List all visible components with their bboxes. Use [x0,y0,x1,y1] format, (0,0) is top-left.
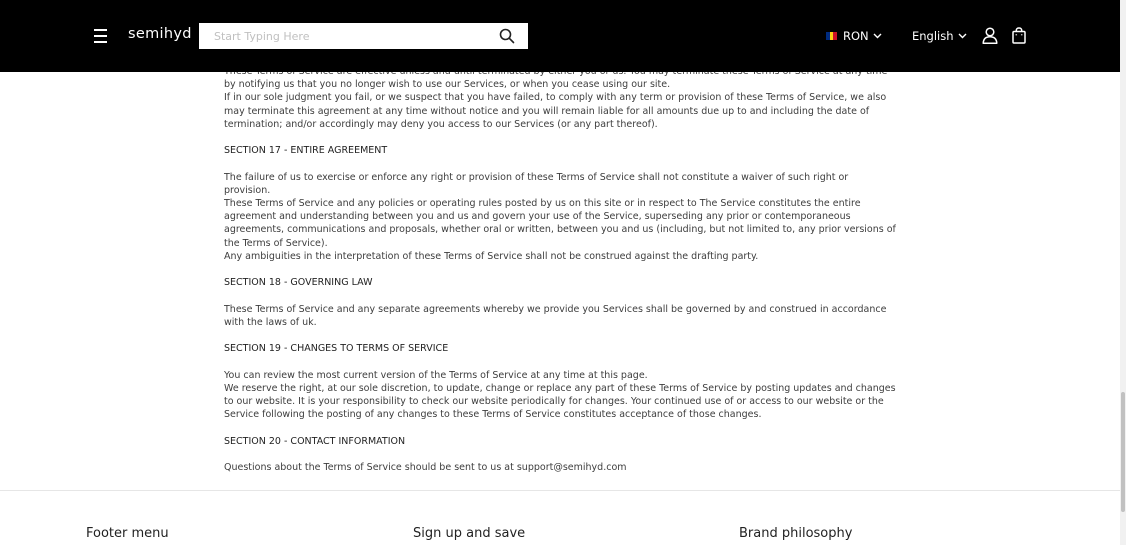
menu-icon[interactable] [94,29,107,43]
footer-divider [0,490,1120,491]
terms-content [224,65,896,487]
currency-label: RON [843,29,869,43]
scrollbar-thumb[interactable] [1121,392,1125,512]
shopping-bag-icon[interactable] [1012,27,1026,44]
newsletter-heading: Sign up and save [413,526,526,541]
section-18-body: These Terms of Service and any separate agreements whereby we provide you Services shall be governed by and construed in accordance with the laws of uk. [224,303,887,328]
search-input[interactable] [199,23,504,49]
section-18-title: SECTION 18 - GOVERNING LAW [224,277,373,289]
romania-flag-icon [826,32,837,40]
brand-logo[interactable]: semihyd [128,26,192,42]
search-bar [199,23,528,49]
section-19-body: You can review the most current version of the Terms of Service at any time at this page. We reserve the right, at our sole discretion, to update, change or replace any part of these Terms of Service by posting updates and changes to our website. It is your responsibility to check our website periodically for changes. Your continued use of or access to our website or the Service following the posting of any changes to these Terms of Service constitutes acceptance of those changes. [224,369,896,421]
chevron-down-icon [958,33,967,39]
section-19-title: SECTION 19 - CHANGES TO TERMS OF SERVICE [224,343,449,355]
search-icon[interactable] [499,28,515,44]
brand-philosophy-heading: Brand philosophy [739,526,853,541]
page-scrollbar[interactable] [1120,0,1126,545]
site-header [0,0,1120,72]
chevron-down-icon [873,33,882,39]
section-20-title: SECTION 20 - CONTACT INFORMATION [224,435,406,447]
footer-menu-heading: Footer menu [86,526,169,541]
section-17-title: SECTION 17 - ENTIRE AGREEMENT [224,145,388,157]
currency-selector[interactable] [826,29,882,43]
language-selector[interactable] [912,29,967,43]
language-label: English [912,29,954,43]
section-17-body: The failure of us to exercise or enforce any right or provision of these Terms of Service shall not constitute a waiver of such right or provision. These Terms of Service and any policies or operating rules posted by us on this site or in respect to The Service constitutes the entire agreement and understanding between you and us and govern your use of the Service, superseding any prior or contemporaneous agreements, communications and proposals, whether oral or written, between you and us (including, but not limited to, any prior versions of the Terms of Service). Any ambiguities in the interpretation of these Terms of Service shall not be construed against the drafting party. [224,171,896,262]
section-20-body: Questions about the Terms of Service should be sent to us at support@semihyd.com [224,461,627,473]
account-icon[interactable] [982,27,998,44]
section-16-body: by notifying us that you no longer wish to use our Services, or when you cease using our site. If in our sole judgment you fail, or we suspect that you have failed, to comply with any term or provision of these Terms of Service, we also may terminate this agreement at any time without notice and you will remain liable for all amounts due up to and including the date of termination; and/or accordingly may deny you access to our Services (or any part thereof). [224,79,887,130]
